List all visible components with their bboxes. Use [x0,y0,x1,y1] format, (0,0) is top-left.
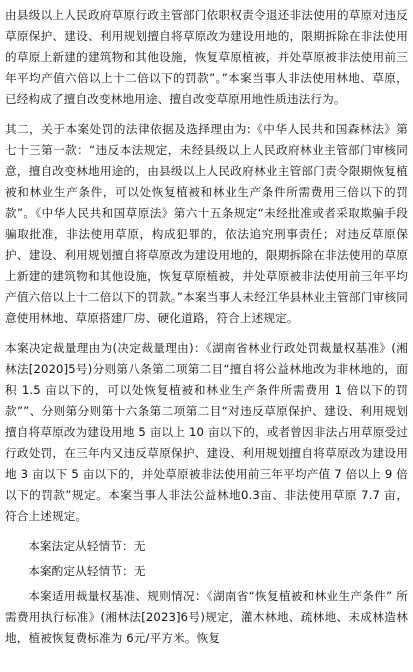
document-paragraph: 本案适用裁量权基准、规则情况：《湖南省“恢复植被和林业生产条件” 所需费用执行标准》(湘林法[2023]6号)规定，灌木林地、疏林地、未成林造林地，植被恢复费标准为 6元/平方米。恢复 [5,589,408,645]
document-paragraph: 本案法定从轻情节：无 [28,539,146,553]
document-paragraph: 本案决定裁量理由为(决定裁量理由)：《湖南省林业行政处罚裁量权基准》(湘林法[2020]5号)分则第八条第二项第二目“擅自将公益林地改为非林地的，面积 1.5 亩以下的，可以处恢复植被和林业生产条件所需费用 1 倍以下的罚款””、分则第分则第十六条第二项第二目“对违反草原保护、建设、利用规划擅自将草原改为建设用地 5 亩以上 10 亩以下的，或者曾因非法占用草原受过行政处罚，在三年内又违反草原保护、建设、利用规划擅自将草原改为建设用地 3 亩以下 5 亩以下的，并处草原被非法使用前三年平均产值 7 倍以上 9 倍以下的罚款”规定。本案当事人非法公益林地0.3亩、非法使用草原 7.7 亩，符合上述规定。 [5,341,408,523]
document-paragraph: 其二，关于本案处罚的法律依据及选择理由为:《中华人民共和国森林法》第七十三第一款：“违反本法规定，未经县级以上人民政府林业主管部门审核同意，擅自改变林地用途的，由县级以上人民政府林业主管部门责令限期恢复植被和林业生产条件，可以处恢复植被和林业生产条件所需费用三倍以下的罚款”。《中华人民共和国草原法》第六十五条规定“未经批准或者采取欺骗手段骗取批准，非法使用草原，构成犯罪的，依法追究刑事责任；对违反草原保护、建设、利用规划擅自将草原改为建设用地的，限期拆除在非法使用的草原上新建的建筑物和其他设施，恢复草原植被，并处草原被非法使用前三年平均产值六倍以上十二倍以下的罚款。”本案当事人未经江华县林业主管部门审核同意使用林地、草原搭建厂房、硬化道路，符合上述规定。 [5,122,408,325]
document-paragraph: 本案酌定从轻情节：无 [28,564,146,578]
document-paragraph: 由县级以上人民政府草原行政主管部门依职权责令退还非法使用的草原对违反草原保护、建设、利用规划擅自将草原改为建设用地的，限期拆除在非法使用的草原上新建的建筑物和其他设施，恢复草原植被，并处草原被非法使用前三年平均产值六倍以上十二倍以下的罚款”。”本案当事人非法使用林地、草原，已经构成了擅自改变林地用途、擅自改变草原用地性质违法行为。 [5,8,408,106]
